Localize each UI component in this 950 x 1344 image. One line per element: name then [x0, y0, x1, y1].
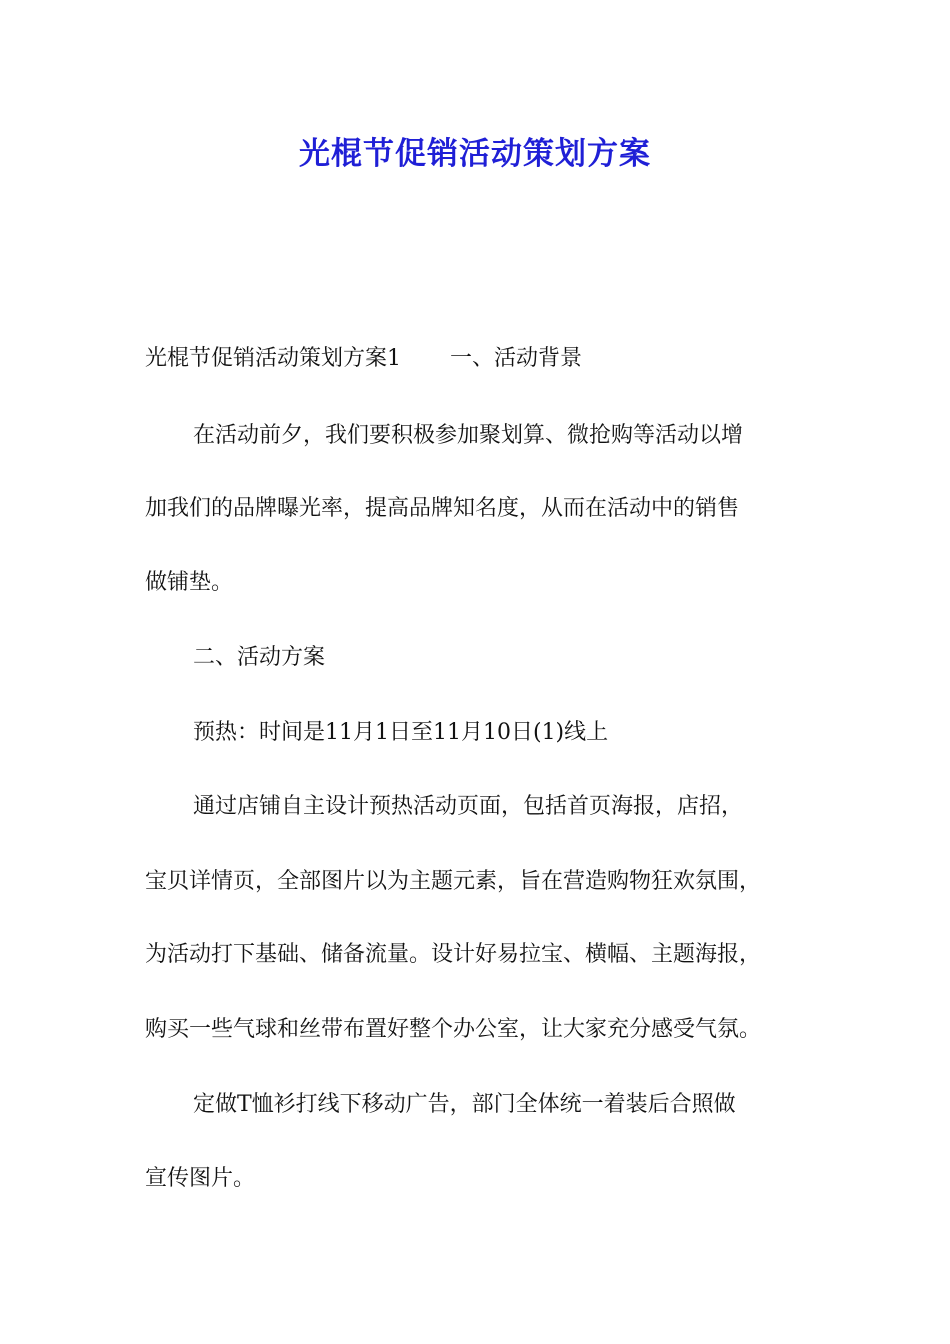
paragraph-line: 宣传图片。	[145, 1166, 256, 1191]
paragraph-line: 通过店铺自主设计预热活动页面，包括首页海报，店招，	[193, 794, 744, 819]
section-heading: 二、活动方案	[193, 645, 326, 670]
paragraph-line: 在活动前夕，我们要积极参加聚划算、微抢购等活动以增	[193, 423, 744, 448]
paragraph-line: 做铺垫。	[145, 570, 234, 595]
paragraph-line: 定做T恤衫打线下移动广告，部门全体统一着装后合照做	[193, 1092, 736, 1117]
paragraph-line: 为活动打下基础、储备流量。设计好易拉宝、横幅、主题海报，	[145, 942, 762, 967]
section-heading-line	[145, 339, 582, 379]
paragraph-line: 宝贝详情页，全部图片以为主题元素，旨在营造购物狂欢氛围，	[145, 869, 762, 894]
document-title: 光棍节促销活动策划方案	[299, 136, 651, 172]
paragraph-line: 加我们的品牌曝光率，提高品牌知名度，从而在活动中的销售	[145, 496, 740, 521]
section-heading: 一、活动背景	[450, 346, 583, 371]
paragraph-line: 预热：时间是11月1日至11月10日(1)线上	[193, 720, 609, 745]
subtitle-text: 光棍节促销活动策划方案1	[145, 346, 401, 371]
paragraph-line: 购买一些气球和丝带布置好整个办公室，让大家充分感受气氛。	[145, 1017, 762, 1042]
